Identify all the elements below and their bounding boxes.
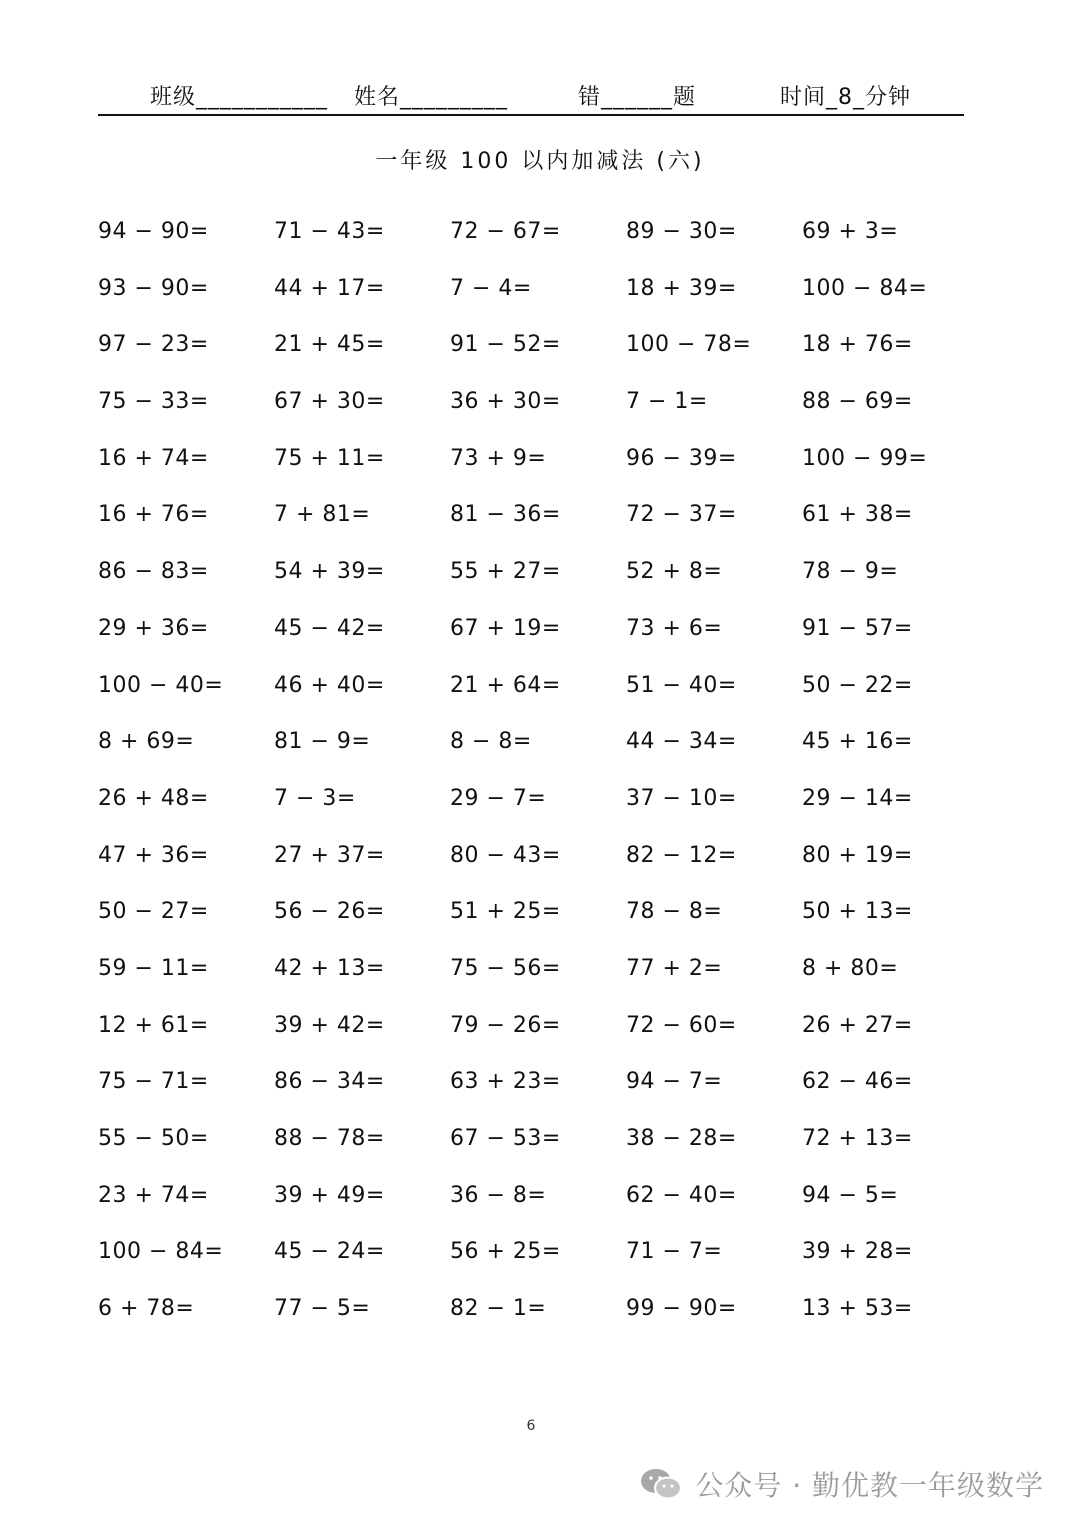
problem-item: 72 − 60= bbox=[626, 1012, 737, 1038]
problem-item: 73 + 9= bbox=[450, 445, 547, 471]
problem-item: 6 + 78= bbox=[98, 1296, 195, 1322]
watermark-text: 公众号 · 勤优教一年级数学 bbox=[695, 1469, 1044, 1502]
problem-item: 27 + 37= bbox=[274, 842, 385, 868]
problem-item: 7 − 3= bbox=[274, 785, 356, 811]
problem-item: 94 − 5= bbox=[802, 1182, 899, 1208]
problem-item: 72 − 37= bbox=[626, 502, 737, 528]
problem-item: 26 + 27= bbox=[802, 1012, 913, 1038]
wechat-icon bbox=[639, 1467, 683, 1501]
problem-row bbox=[98, 666, 978, 723]
problem-row bbox=[98, 1006, 978, 1063]
problem-item: 75 + 11= bbox=[274, 445, 385, 471]
problem-item: 71 − 43= bbox=[274, 219, 385, 244]
problem-item: 100 − 40= bbox=[98, 672, 224, 698]
problem-row bbox=[98, 382, 978, 439]
problem-item: 100 − 84= bbox=[98, 1239, 224, 1265]
problem-item: 71 − 7= bbox=[626, 1239, 723, 1265]
problem-row bbox=[98, 1289, 978, 1346]
problem-item: 78 − 8= bbox=[626, 899, 723, 925]
problem-item: 44 + 17= bbox=[274, 275, 385, 301]
problem-item: 82 − 1= bbox=[450, 1296, 547, 1322]
problem-item: 93 − 90= bbox=[98, 275, 209, 301]
problem-item: 81 − 9= bbox=[274, 729, 371, 755]
error-count-field: 错______题 bbox=[578, 85, 697, 110]
problem-item: 18 + 76= bbox=[802, 332, 913, 358]
problem-item: 100 − 99= bbox=[802, 445, 928, 471]
name-field: 姓名_________ bbox=[354, 85, 509, 110]
problem-item: 45 − 24= bbox=[274, 1239, 385, 1265]
problem-row bbox=[98, 892, 978, 949]
problem-item: 80 − 43= bbox=[450, 842, 561, 868]
problem-row bbox=[98, 495, 978, 552]
problem-row bbox=[98, 779, 978, 836]
problem-item: 38 − 28= bbox=[626, 1126, 737, 1151]
problem-item: 100 − 78= bbox=[626, 332, 752, 358]
problem-item: 29 − 14= bbox=[802, 785, 913, 811]
problem-item: 91 − 57= bbox=[802, 615, 913, 641]
problem-item: 8 − 8= bbox=[450, 729, 532, 755]
problem-item: 50 + 13= bbox=[802, 899, 913, 925]
problem-item: 55 + 27= bbox=[450, 559, 561, 585]
problem-item: 59 − 11= bbox=[98, 955, 209, 981]
problem-row bbox=[98, 949, 978, 1006]
problem-item: 80 + 19= bbox=[802, 842, 913, 868]
problem-item: 56 − 26= bbox=[274, 899, 385, 925]
problem-item: 7 − 4= bbox=[450, 275, 532, 301]
problem-item: 7 − 1= bbox=[626, 389, 708, 415]
problem-item: 26 + 48= bbox=[98, 785, 209, 811]
problem-row bbox=[98, 1232, 978, 1289]
problem-item: 23 + 74= bbox=[98, 1182, 209, 1208]
problem-item: 45 + 16= bbox=[802, 729, 913, 755]
problem-item: 94 − 7= bbox=[626, 1069, 723, 1095]
problem-item: 97 − 23= bbox=[98, 332, 209, 358]
problem-item: 61 + 38= bbox=[802, 502, 913, 528]
problem-item: 96 − 39= bbox=[626, 445, 737, 471]
problem-row bbox=[98, 836, 978, 893]
problem-item: 91 − 52= bbox=[450, 332, 561, 358]
problem-item: 89 − 30= bbox=[626, 219, 737, 244]
problem-item: 81 − 36= bbox=[450, 502, 561, 528]
problem-item: 8 + 80= bbox=[802, 955, 899, 981]
problem-item: 75 − 71= bbox=[98, 1069, 209, 1095]
problem-item: 67 − 53= bbox=[450, 1126, 561, 1151]
problem-item: 29 − 7= bbox=[450, 785, 547, 811]
problem-item: 13 + 53= bbox=[802, 1296, 913, 1322]
problem-item: 36 − 8= bbox=[450, 1182, 547, 1208]
problem-item: 50 − 22= bbox=[802, 672, 913, 698]
watermark bbox=[639, 1462, 1044, 1506]
problem-item: 51 − 40= bbox=[626, 672, 737, 698]
problem-item: 56 + 25= bbox=[450, 1239, 561, 1265]
problem-item: 78 − 9= bbox=[802, 559, 899, 585]
problem-row bbox=[98, 325, 978, 382]
worksheet-header bbox=[98, 72, 964, 116]
problem-item: 29 + 36= bbox=[98, 615, 209, 641]
problem-row bbox=[98, 439, 978, 496]
time-field: 时间_8_分钟 bbox=[780, 85, 911, 110]
problem-item: 77 − 5= bbox=[274, 1296, 371, 1322]
problem-row bbox=[98, 1176, 978, 1233]
problem-item: 75 − 33= bbox=[98, 389, 209, 415]
problem-item: 82 − 12= bbox=[626, 842, 737, 868]
problem-item: 94 − 90= bbox=[98, 219, 209, 244]
problem-item: 46 + 40= bbox=[274, 672, 385, 698]
worksheet-title: 一年级 100 以内加减法 (六) bbox=[375, 149, 705, 174]
problem-item: 21 + 45= bbox=[274, 332, 385, 358]
problem-item: 77 + 2= bbox=[626, 955, 723, 981]
problem-grid bbox=[98, 212, 978, 1346]
problem-item: 88 − 78= bbox=[274, 1126, 385, 1151]
problem-item: 39 + 42= bbox=[274, 1012, 385, 1038]
problem-item: 52 + 8= bbox=[626, 559, 723, 585]
problem-item: 45 − 42= bbox=[274, 615, 385, 641]
problem-row bbox=[98, 552, 978, 609]
problem-item: 88 − 69= bbox=[802, 389, 913, 415]
problem-row bbox=[98, 1062, 978, 1119]
problem-row bbox=[98, 1119, 978, 1176]
problem-item: 73 + 6= bbox=[626, 615, 723, 641]
problem-item: 72 + 13= bbox=[802, 1126, 913, 1151]
problem-item: 44 − 34= bbox=[626, 729, 737, 755]
problem-item: 72 − 67= bbox=[450, 219, 561, 244]
problem-item: 21 + 64= bbox=[450, 672, 561, 698]
problem-item: 37 − 10= bbox=[626, 785, 737, 811]
problem-row bbox=[98, 269, 978, 326]
problem-item: 55 − 50= bbox=[98, 1126, 209, 1151]
problem-item: 7 + 81= bbox=[274, 502, 371, 528]
problem-item: 86 − 34= bbox=[274, 1069, 385, 1095]
problem-item: 69 + 3= bbox=[802, 219, 899, 244]
problem-item: 100 − 84= bbox=[802, 275, 928, 301]
problem-item: 16 + 76= bbox=[98, 502, 209, 528]
problem-item: 62 − 46= bbox=[802, 1069, 913, 1095]
problem-item: 99 − 90= bbox=[626, 1296, 737, 1322]
problem-item: 18 + 39= bbox=[626, 275, 737, 301]
class-field: 班级___________ bbox=[150, 85, 329, 110]
problem-item: 79 − 26= bbox=[450, 1012, 561, 1038]
problem-row bbox=[98, 212, 978, 269]
problem-item: 86 − 83= bbox=[98, 559, 209, 585]
problem-item: 62 − 40= bbox=[626, 1182, 737, 1208]
problem-row bbox=[98, 609, 978, 666]
problem-item: 51 + 25= bbox=[450, 899, 561, 925]
problem-item: 63 + 23= bbox=[450, 1069, 561, 1095]
problem-item: 36 + 30= bbox=[450, 389, 561, 415]
problem-item: 42 + 13= bbox=[274, 955, 385, 981]
problem-item: 54 + 39= bbox=[274, 559, 385, 585]
problem-item: 39 + 28= bbox=[802, 1239, 913, 1265]
problem-item: 39 + 49= bbox=[274, 1182, 385, 1208]
problem-item: 8 + 69= bbox=[98, 729, 195, 755]
problem-item: 47 + 36= bbox=[98, 842, 209, 868]
problem-item: 67 + 19= bbox=[450, 615, 561, 641]
problem-item: 75 − 56= bbox=[450, 955, 561, 981]
problem-item: 67 + 30= bbox=[274, 389, 385, 415]
problem-item: 50 − 27= bbox=[98, 899, 209, 925]
problem-row bbox=[98, 722, 978, 779]
page-number: 6 bbox=[526, 1418, 536, 1434]
problem-item: 16 + 74= bbox=[98, 445, 209, 471]
problem-item: 12 + 61= bbox=[98, 1012, 209, 1038]
